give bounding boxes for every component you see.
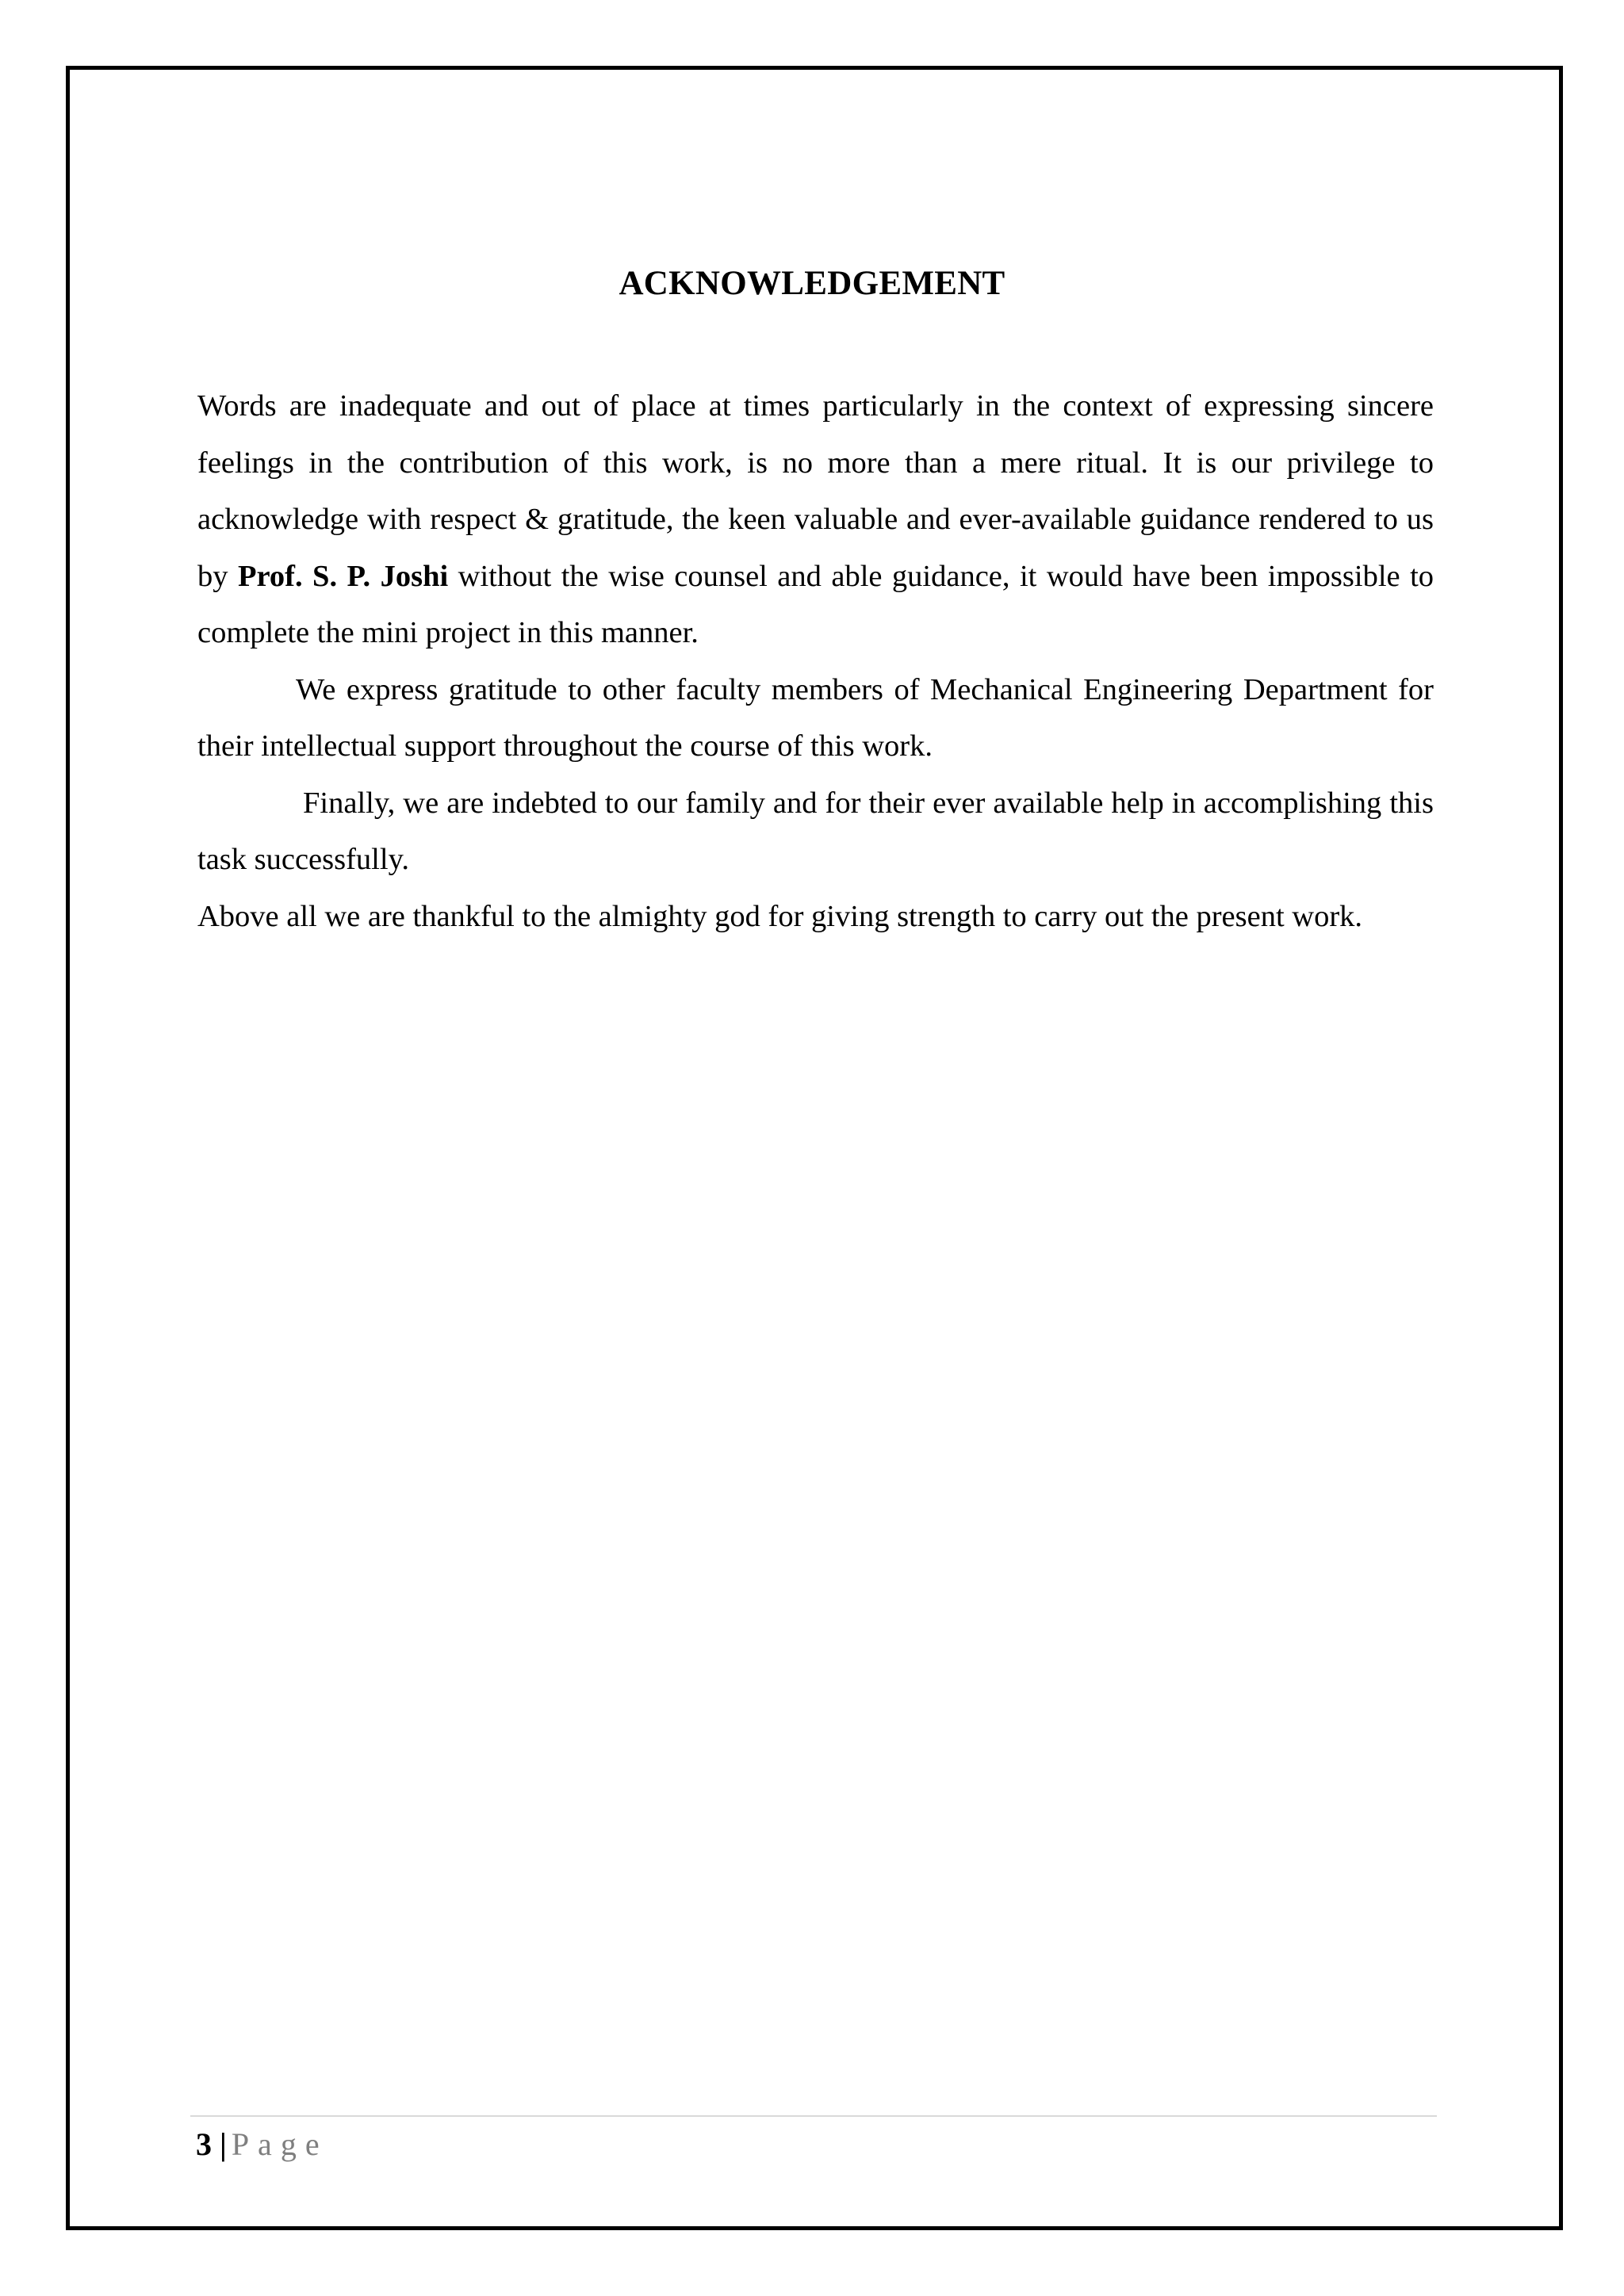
paragraph-3: Finally, we are indebted to our family and for their ever available help in accomplishing this task successfully. bbox=[197, 786, 1434, 876]
footer-divider bbox=[190, 2115, 1437, 2117]
paragraph-2: We express gratitude to other faculty members of Mechanical Engineering Department for their intellectual support throughout the course of this work. bbox=[197, 672, 1434, 763]
paragraph-4: Above all we are thankful to the almighty god for giving strength to carry out the present work. bbox=[197, 899, 1363, 933]
paragraph-1-text-start: Words are inadequate and out of place at times particularly in the context of expressing sincere feelings in the contribution of this work, is no more than a mere ritual. It is our privilege to acknowledge with respect & gratitude, the keen valuable and ever-available guidance rendered to us by bbox=[197, 389, 1434, 593]
page-label: Page bbox=[231, 2126, 328, 2162]
professor-name: Prof. S. P. Joshi bbox=[237, 559, 449, 593]
paragraph-1 bbox=[197, 378, 1434, 662]
page-number: 3 bbox=[196, 2126, 212, 2162]
acknowledgement-body bbox=[197, 378, 1434, 945]
page-footer bbox=[196, 2123, 328, 2166]
page-title: ACKNOWLEDGEMENT bbox=[619, 265, 1005, 302]
paragraph-1-text-end: without the wise counsel and able guidance, it would have been impossible to complete the mini project in this manner. bbox=[197, 559, 1434, 649]
footer-separator: | bbox=[220, 2126, 227, 2162]
